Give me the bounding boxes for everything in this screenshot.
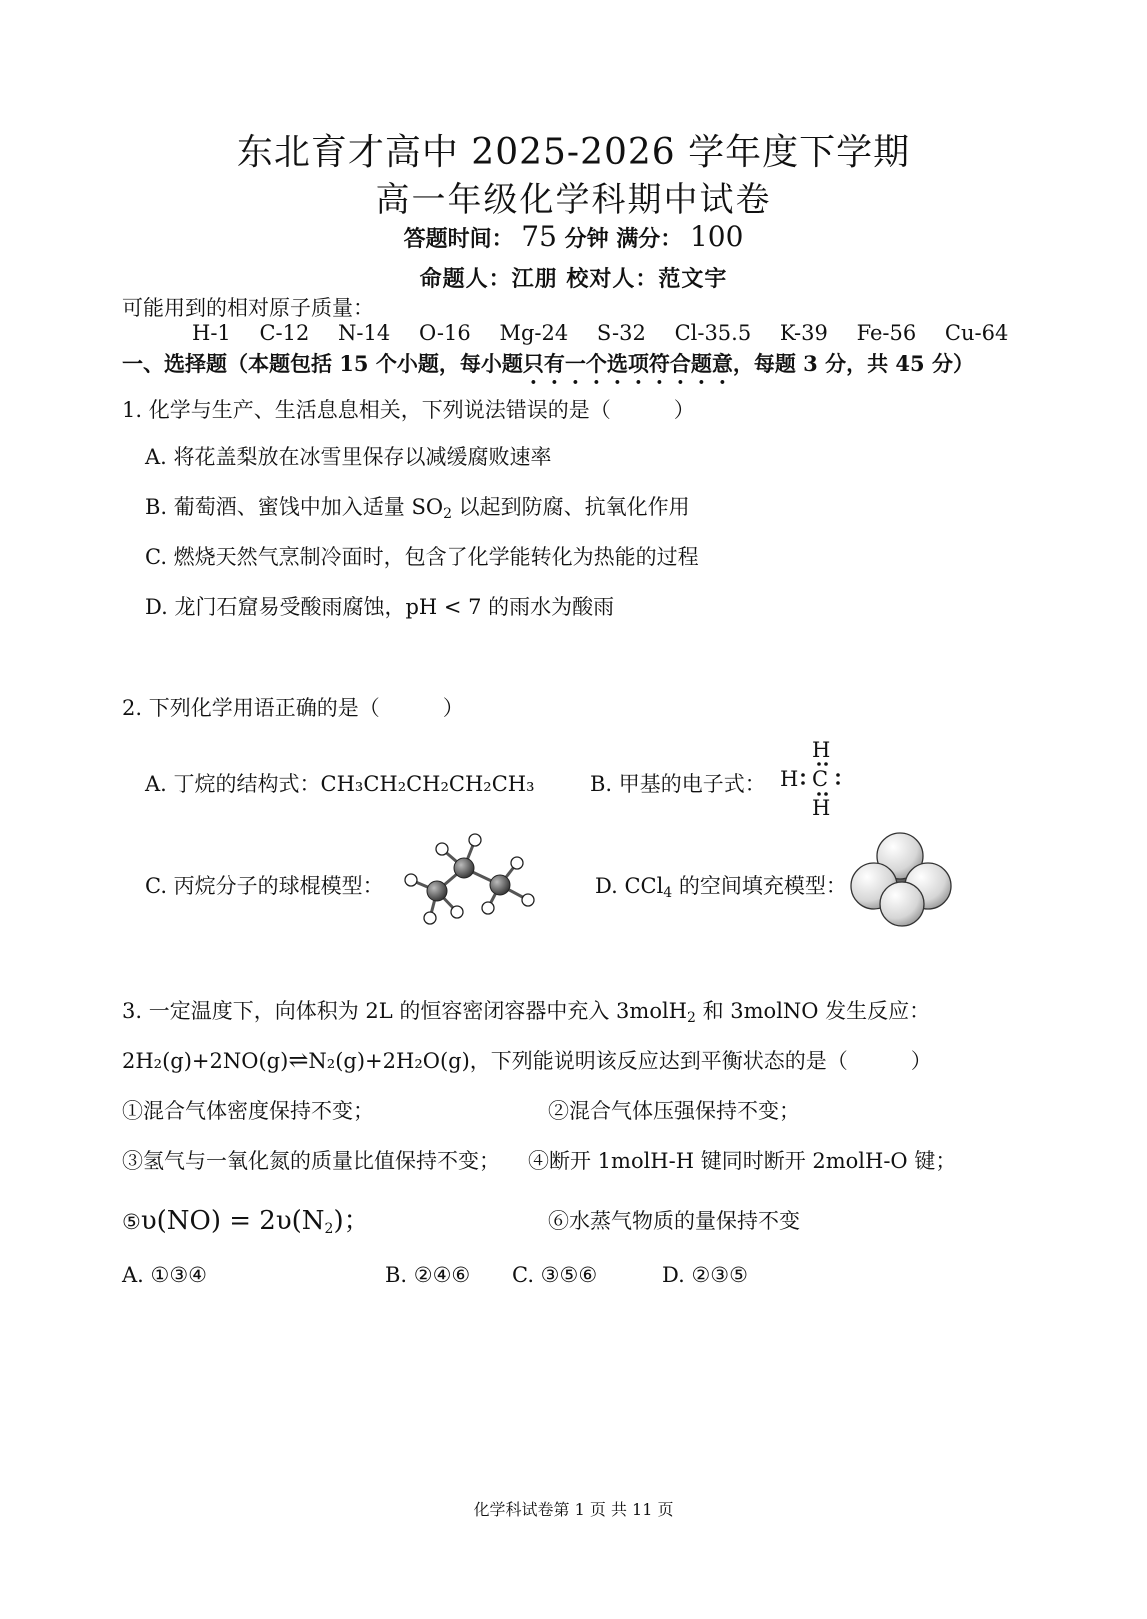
section-heading-part: 一、选择题（本题包括 15 个小题，每小题: [122, 351, 523, 376]
mass-item: C-12: [259, 321, 310, 345]
mass-item: Cl-35.5: [674, 321, 752, 345]
q3-statement-3: ③氢气与一氧化氮的质量比值保持不变；: [122, 1149, 500, 1173]
q2-option-b-label: B. 甲基的电子式：: [590, 772, 766, 796]
section-heading-part: ，每题 3 分，共 45 分）: [732, 351, 974, 376]
section-heading: [122, 348, 974, 389]
equation-left: 2H₂(g)+2NO(g): [122, 1049, 289, 1073]
q1-option-d: D. 龙门石窟易受酸雨腐蚀，pH < 7 的雨水为酸雨: [145, 595, 615, 619]
score-value: 100: [689, 220, 744, 253]
q2-option-d-label: D. CCl$_4$ 的空间填充模型：: [595, 874, 847, 901]
q2-option-a: A. 丁烷的结构式：CH₃CH₂CH₂CH₂CH₃: [145, 772, 535, 796]
c-atom: C: [812, 767, 829, 791]
q3-statement-2: ②混合气体压强保持不变；: [548, 1099, 800, 1123]
propane-ball-stick-model-icon: [400, 830, 545, 930]
mass-item: Fe-56: [856, 321, 917, 345]
mass-item: N-14: [338, 321, 391, 345]
exam-authors: 命题人：江朋 校对人：范文宇: [419, 266, 728, 292]
h-atom-bottom: H: [812, 796, 831, 820]
q2-stem: 2. 下列化学用语正确的是（ ）: [122, 696, 464, 720]
time-label: 答题时间：: [403, 226, 514, 252]
butane-formula: CH₃CH₂CH₂CH₂CH₃: [320, 772, 535, 796]
mass-item: S-32: [596, 321, 646, 345]
mass-item: H-1: [192, 321, 231, 345]
mass-item: Cu-64: [944, 321, 1009, 345]
atomic-mass-list: [192, 321, 1030, 345]
q3-choice-d: D. ②③⑤: [662, 1263, 748, 1287]
equation-right: N₂(g)+2H₂O(g): [308, 1049, 470, 1073]
q1-option-c: C. 燃烧天然气烹制冷面时，包含了化学能转化为热能的过程: [145, 545, 699, 569]
time-unit: 分钟 满分：: [564, 226, 683, 252]
q1-stem: 1. 化学与生产、生活息息相关，下列说法错误的是（ ）: [122, 398, 695, 422]
mass-item: O-16: [418, 321, 471, 345]
q3-statement-5: ⑤υ(NO) = $2\upsilon(N_2)$；: [122, 1206, 370, 1237]
methyl-electron-formula: [776, 738, 846, 822]
ccl4-space-filling-model-icon: [848, 830, 958, 930]
page-footer: 化学科试卷第 1 页 共 11 页: [473, 1500, 674, 1519]
mass-item: Mg-24: [499, 321, 569, 345]
q3-statement-1: ①混合气体密度保持不变；: [122, 1099, 374, 1123]
atomic-mass-label: 可能用到的相对原子质量：: [122, 296, 374, 320]
section-heading-emphasis: 只有一个选项符合题意: [522, 351, 733, 376]
exam-title-line2: 高一年级化学科期中试卷: [375, 180, 772, 220]
h-atom-top: H: [812, 738, 831, 762]
h-atom-left: H: [780, 767, 799, 791]
exam-time-score: [0, 220, 1147, 253]
q1-option-b: B. 葡萄酒、蜜饯中加入适量 $SO_2$ 以起到防腐、抗氧化作用: [145, 495, 690, 522]
q3-choice-b: B. ②④⑥: [385, 1263, 471, 1287]
equilibrium-arrow-icon: ⇌: [288, 1046, 309, 1074]
time-value: 75: [521, 220, 557, 253]
q3-stem-line1: 3. 一定温度下，向体积为 2L 的恒容密闭容器中充入 3molH$_2$ 和 3molNO 发生反应：: [122, 999, 931, 1026]
exam-title-line1: 东北育才高中 2025-2026 学年度下学期: [236, 132, 911, 173]
q3-statement-6: ⑥水蒸气物质的量保持不变: [548, 1209, 800, 1233]
q3-choice-a: A. ①③④: [122, 1263, 207, 1287]
q3-choice-c: C. ③⑤⑥: [512, 1263, 598, 1287]
q3-statement-4: ④断开 1molH-H 键同时断开 2molH-O 键；: [528, 1149, 957, 1173]
q2-option-c-label: C. 丙烷分子的球棍模型：: [145, 874, 384, 898]
mass-item: K-39: [779, 321, 828, 345]
electron-dots: [776, 738, 846, 822]
q1-option-a: A. 将花盖梨放在冰雪里保存以减缓腐败速率: [145, 445, 552, 469]
q3-stem-line2: 2H₂(g)+2NO(g)⇌N₂(g)+2H₂O(g)，下列能说明该反应达到平衡状态的是（ ）: [122, 1046, 932, 1074]
